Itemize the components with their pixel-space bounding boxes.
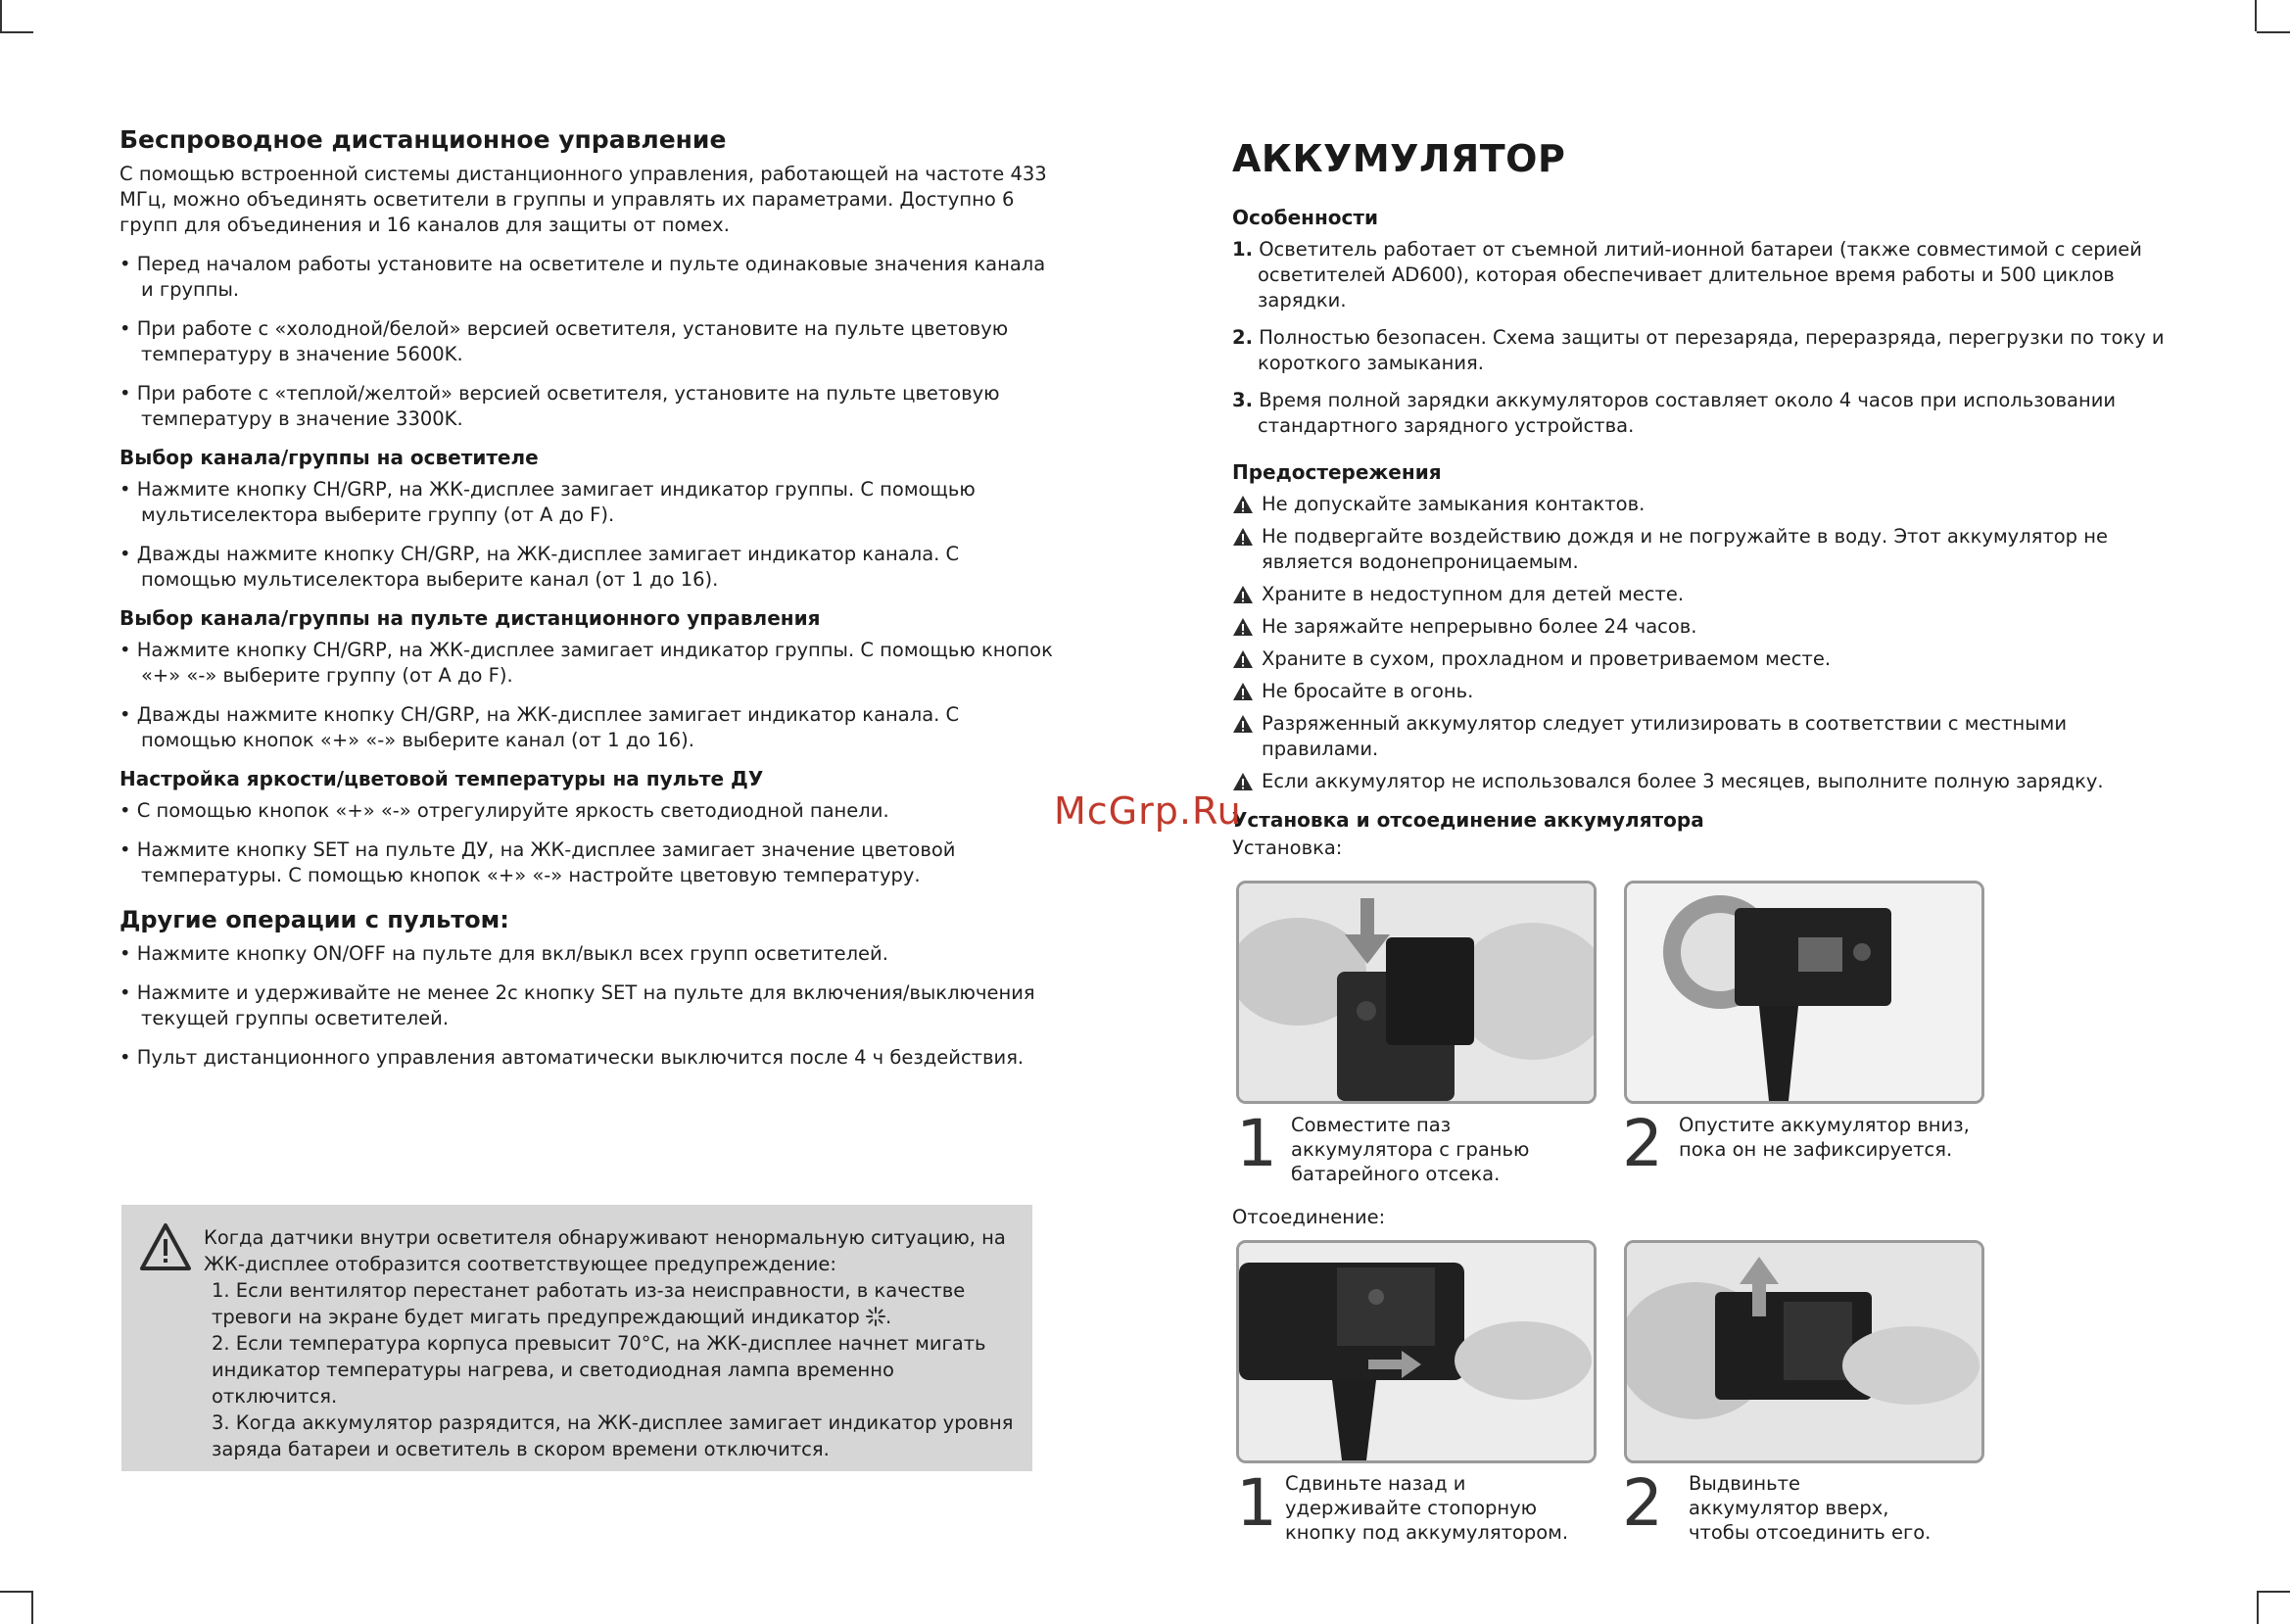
notice-intro: Когда датчики внутри осветителя обнаруживают ненормальную ситуацию, на ЖК-дисплее отобразится соответствующее предупреждение: — [204, 1226, 1006, 1275]
crop-mark — [2257, 1591, 2290, 1593]
notice-item: 2. Если температура корпуса превысит 70°C, на ЖК-дисплее начнет мигать индикатор температуры нагрева, и светодиодная лампа временно отключится. — [212, 1332, 986, 1408]
crop-mark — [0, 0, 2, 31]
list-item: • Нажмите кнопку CH/GRP, на ЖК-дисплее замигает индикатор группы. С помощью мультиселектора выберите группу (от A до F). — [119, 477, 1060, 528]
crop-mark — [0, 1591, 33, 1593]
list-item: 1. Осветитель работает от съемной литий-ионной батареи (также совместимой с серией осветителей AD600), которая обеспечивает длительное время работы и 500 циклов зарядки. — [1232, 238, 2142, 311]
warning-icon — [1232, 495, 1254, 514]
ch-remote-title: Выбор канала/группы на пульте дистанционного управления — [119, 606, 821, 630]
warning-triangle-icon — [139, 1222, 192, 1271]
list-item: 2. Полностью безопасен. Схема защиты от перезаряда, переразряда, перегрузки по току и короткого замыкания. — [1232, 326, 2165, 374]
notice-box — [121, 1205, 1032, 1471]
list-item: 3. Время полной зарядки аккумуляторов составляет около 4 часов при использовании стандартного зарядного устройства. — [1232, 389, 2117, 437]
notice-item: 1. Если вентилятор перестанет работать из-за неисправности, в качестве тревоги на экране будет мигать предупреждающий индикатор . — [212, 1279, 966, 1328]
ch-light-bullets — [119, 477, 1060, 593]
install-step-1-text: Совместите паз аккумулятора с гранью батарейного отсека. — [1291, 1114, 1530, 1185]
wireless-intro: С помощью встроенной системы дистанционного управления, работающей на частоте 433 МГц, можно объединять осветители в группы и управлять их параметрами. Доступно 6 групп для объединения и 16 каналов для защиты от помех. — [119, 163, 1047, 236]
fan-warning-icon — [866, 1307, 885, 1326]
install-photo-1 — [1236, 881, 1597, 1104]
list-item: Если аккумулятор не использовался более 3 месяцев, выполните полную зарядку. — [1232, 769, 2172, 794]
warning-icon — [1232, 527, 1254, 547]
install-step-1-number: 1 — [1236, 1106, 1277, 1181]
other-bullets — [119, 941, 1060, 1071]
install-step-2-text: Опустите аккумулятор вниз, пока он не зафиксируется. — [1679, 1114, 1970, 1161]
warning-icon — [1232, 682, 1254, 701]
crop-mark — [2257, 1593, 2259, 1624]
wireless-bullets — [119, 252, 1060, 432]
list-item: • При работе с «теплой/желтой» версией осветителя, установите на пульте цветовую температуру в значение 3300K. — [119, 381, 1060, 432]
left-page — [119, 125, 1060, 1084]
wireless-title: Беспроводное дистанционное управление — [119, 125, 727, 154]
remove-step-1-number: 1 — [1236, 1465, 1277, 1541]
list-item: • Нажмите кнопку ON/OFF на пульте для вкл/выкл всех групп осветителей. — [119, 941, 1060, 967]
list-item: • Нажмите и удерживайте не менее 2с кнопку SET на пульте для включения/выключения текущей группы осветителей. — [119, 980, 1060, 1031]
remove-photo-2 — [1624, 1240, 1984, 1463]
list-item: Разряженный аккумулятор следует утилизировать в соответствии с местными правилами. — [1232, 711, 2172, 762]
right-page — [1232, 137, 2172, 861]
install-photo-2 — [1624, 881, 1984, 1104]
remove-photo-1 — [1236, 1240, 1597, 1463]
warnings-title: Предостережения — [1232, 460, 1442, 484]
remove-step-2-number: 2 — [1622, 1465, 1663, 1541]
install-step-2-number: 2 — [1622, 1106, 1663, 1181]
ch-remote-bullets — [119, 638, 1060, 753]
install-title: Установка и отсоединение аккумулятора — [1232, 808, 1704, 832]
list-item: Не бросайте в огонь. — [1232, 679, 2172, 704]
remove-label: Отсоединение: — [1232, 1206, 1386, 1228]
ch-light-title: Выбор канала/группы на осветителе — [119, 446, 539, 469]
list-item: • Дважды нажмите кнопку CH/GRP, на ЖК-дисплее замигает индикатор канала. С помощью кнопок «+» «-» выберите канал (от 1 до 16). — [119, 702, 1060, 753]
install-label: Установка: — [1232, 836, 1343, 859]
list-item: Не заряжайте непрерывно более 24 часов. — [1232, 614, 2172, 640]
features-list — [1232, 237, 2172, 439]
warning-icon — [1232, 714, 1254, 734]
list-item: Храните в сухом, прохладном и проветриваемом месте. — [1232, 646, 2172, 672]
list-item: • Перед началом работы установите на осветителе и пульте одинаковые значения канала и группы. — [119, 252, 1060, 303]
list-item: • Пульт дистанционного управления автоматически выключится после 4 ч бездействия. — [119, 1045, 1060, 1071]
list-item: • Дважды нажмите кнопку CH/GRP, на ЖК-дисплее замигает индикатор канала. С помощью мультиселектора выберите канал (от 1 до 16). — [119, 542, 1060, 593]
brightness-bullets — [119, 798, 1060, 888]
other-title: Другие операции с пультом: — [119, 906, 509, 933]
list-item: Не подвергайте воздействию дождя и не погружайте в воду. Этот аккумулятор не является водонепроницаемым. — [1232, 524, 2172, 575]
notice-item: 3. Когда аккумулятор разрядится, на ЖК-дисплее замигает индикатор уровня заряда батареи и осветитель в скором времени отключится. — [212, 1411, 1014, 1460]
list-item: Не допускайте замыкания контактов. — [1232, 492, 2172, 517]
warning-icon — [1232, 617, 1254, 637]
remove-step-2-text: Выдвиньте аккумулятор вверх, чтобы отсоединить его. — [1689, 1472, 1932, 1544]
crop-mark — [2257, 31, 2290, 33]
list-item: • Нажмите кнопку SET на пульте ДУ, на ЖК-дисплее замигает значение цветовой температуры. С помощью кнопок «+» «-» настройте цветовую температуру. — [119, 837, 1060, 888]
remove-step-1-text: Сдвиньте назад и удерживайте стопорную кнопку под аккумулятором. — [1285, 1472, 1569, 1544]
warnings-list — [1232, 492, 2172, 794]
crop-mark — [2255, 0, 2257, 31]
watermark: McGrp.Ru — [1054, 789, 1242, 833]
list-item: • С помощью кнопок «+» «-» отрегулируйте яркость светодиодной панели. — [119, 798, 1060, 824]
brightness-title: Настройка яркости/цветовой температуры на пульте ДУ — [119, 767, 764, 790]
warning-icon — [1232, 649, 1254, 669]
list-item: • Нажмите кнопку CH/GRP, на ЖК-дисплее замигает индикатор группы. С помощью кнопок «+» «-» выберите группу (от A до F). — [119, 638, 1060, 689]
list-item: Храните в недоступном для детей месте. — [1232, 582, 2172, 607]
crop-mark — [31, 1593, 33, 1624]
warning-icon — [1232, 772, 1254, 791]
page-title: АККУМУЛЯТОР — [1232, 137, 1566, 180]
crop-mark — [0, 31, 33, 33]
warning-icon — [1232, 585, 1254, 604]
list-item: • При работе с «холодной/белой» версией осветителя, установите на пульте цветовую температуру в значение 5600K. — [119, 316, 1060, 367]
features-title: Особенности — [1232, 206, 1378, 229]
